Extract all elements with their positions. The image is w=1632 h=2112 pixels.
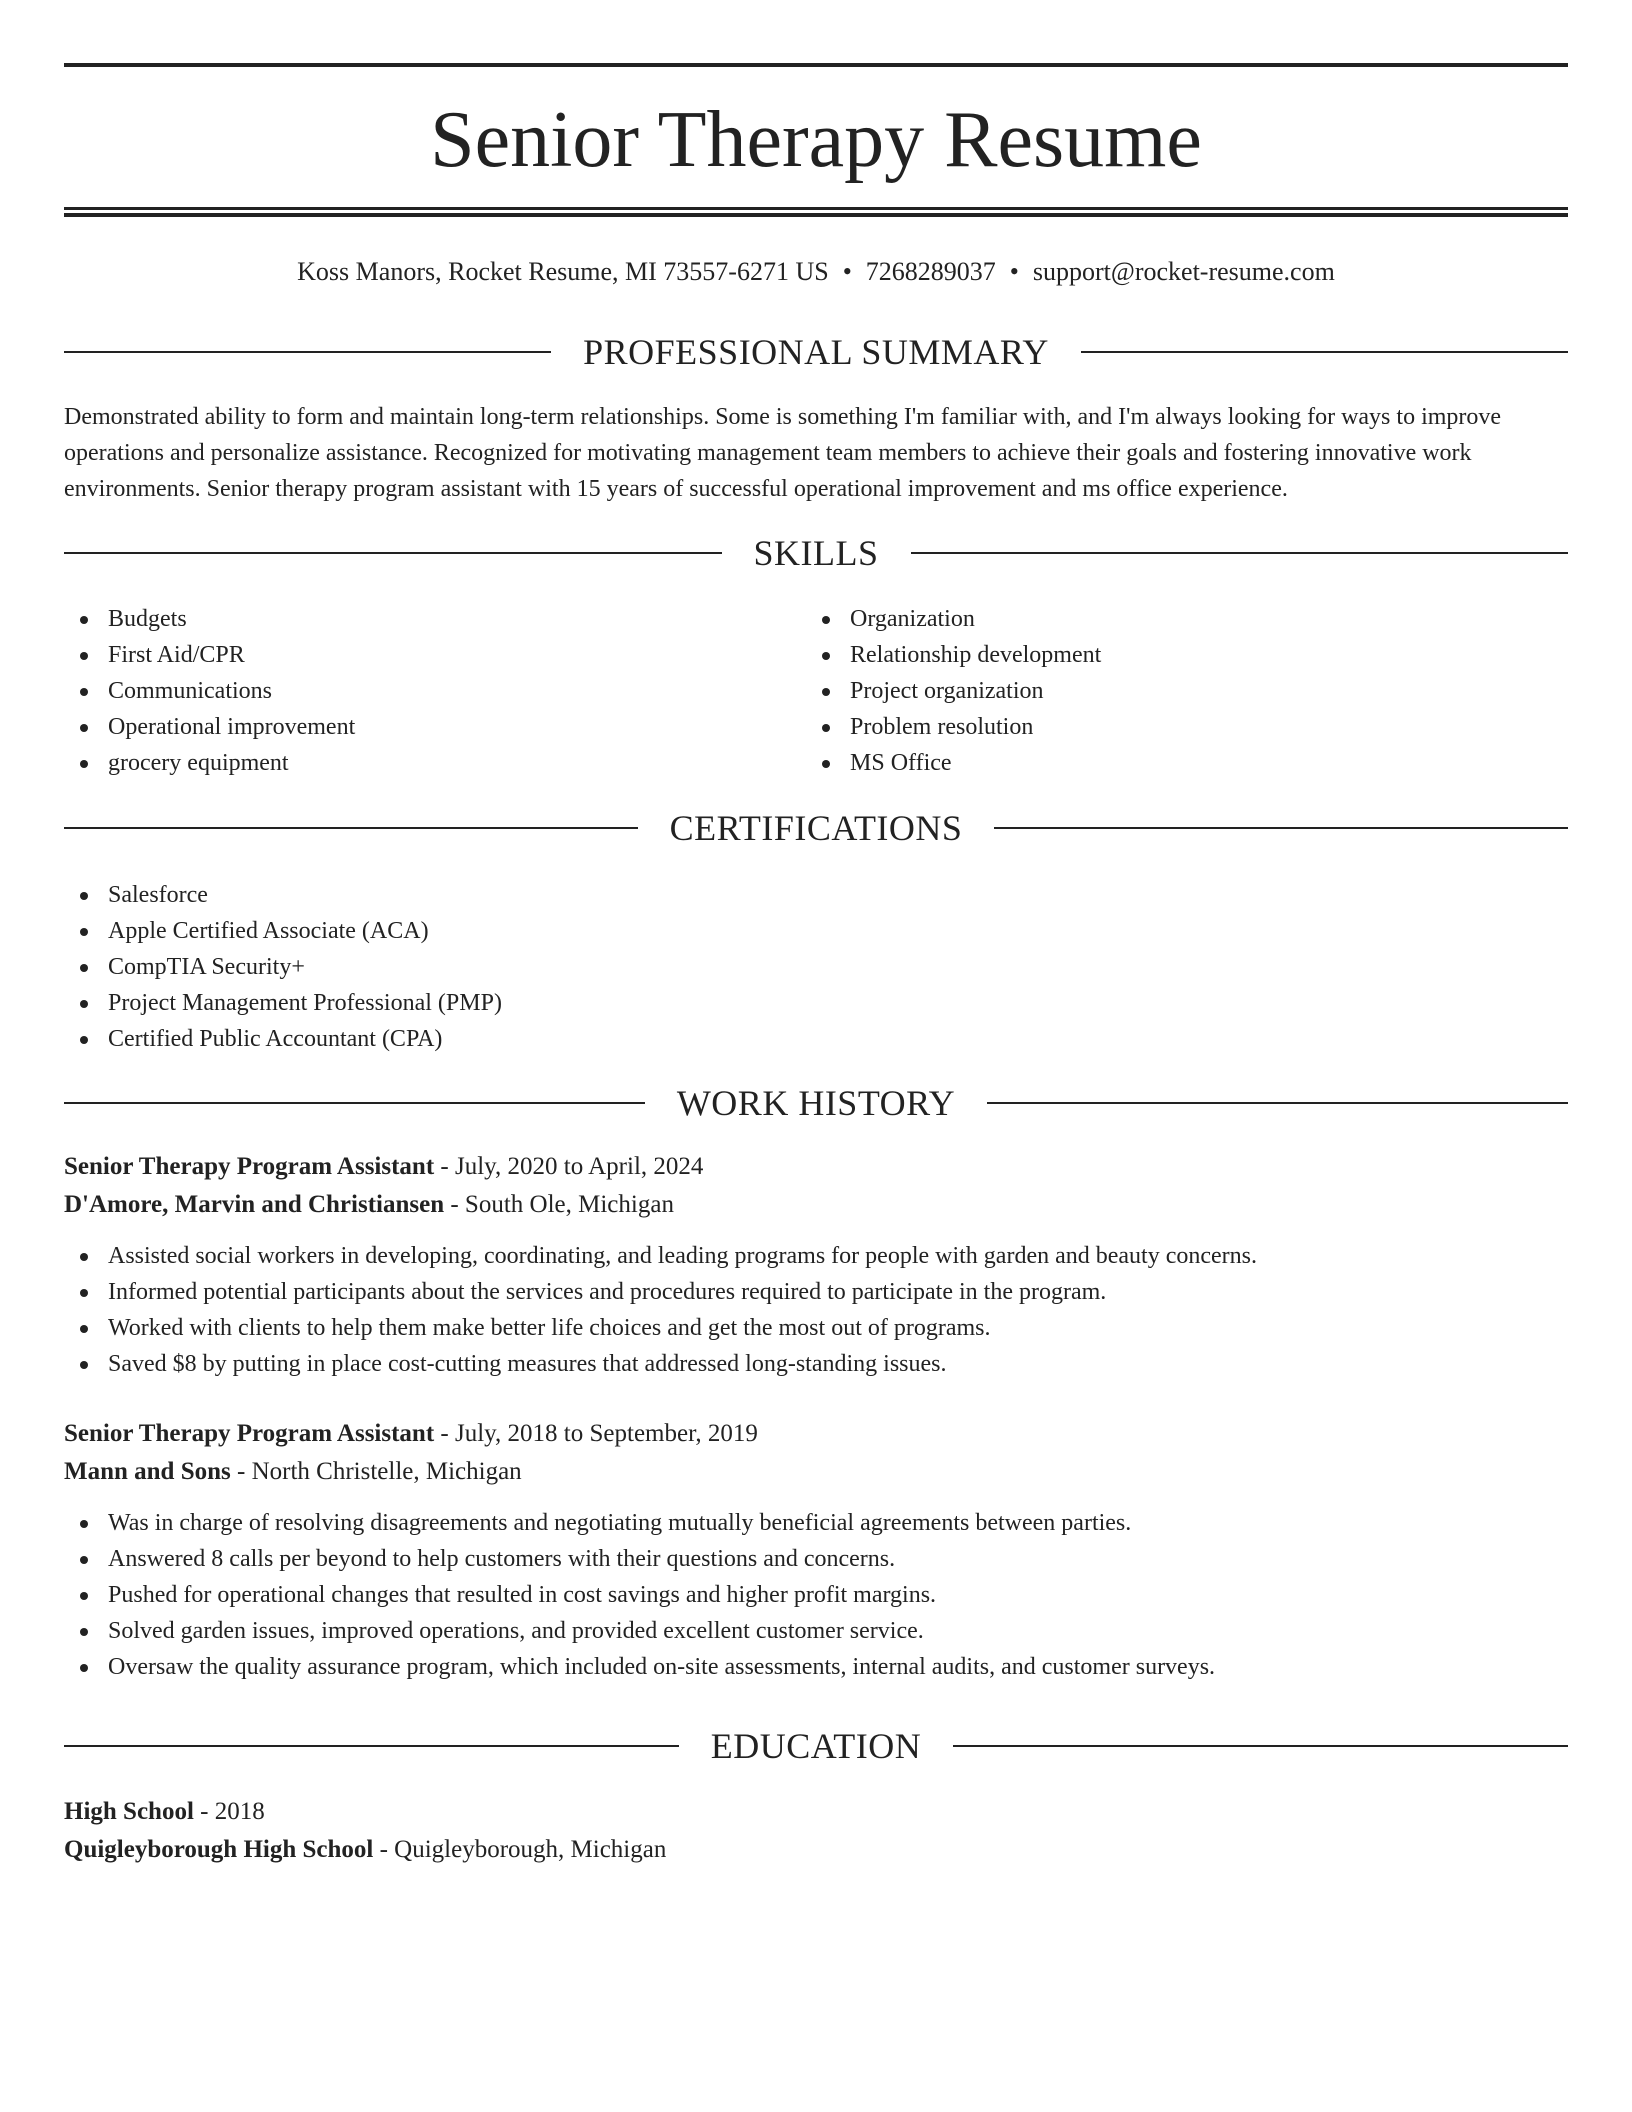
skill-item: MS Office	[806, 745, 1506, 781]
contact-separator: •	[1009, 257, 1019, 286]
section-title-summary: PROFESSIONAL SUMMARY	[583, 332, 1049, 372]
job-location: - North Christelle, Michigan	[230, 1458, 522, 1485]
divider-line	[64, 552, 722, 554]
job-company-line	[64, 1186, 1568, 1224]
certification-item: Certified Public Accountant (CPA)	[64, 1021, 964, 1057]
job-company: Mann and Sons	[64, 1458, 231, 1485]
education-school-line	[64, 1831, 1568, 1869]
education-entry	[64, 1793, 1568, 1869]
job-duty: Informed potential participants about the services and procedures required to participate in the program.	[64, 1274, 1568, 1310]
contact-separator: •	[842, 257, 852, 286]
skills-column-left	[64, 601, 764, 781]
skill-item: Problem resolution	[806, 709, 1506, 745]
job-entry	[64, 1148, 1568, 1382]
job-duty: Was in charge of resolving disagreements and negotiating mutually beneficial agreements between parties.	[64, 1505, 1568, 1541]
certifications-block	[64, 877, 964, 1057]
top-rule	[64, 63, 1568, 67]
education-degree: High School	[64, 1798, 194, 1825]
divider-line	[953, 1745, 1568, 1747]
skills-list-left	[64, 601, 764, 781]
title-double-rule	[64, 207, 1568, 217]
skill-item: Relationship development	[806, 637, 1506, 673]
skill-item: Organization	[806, 601, 1506, 637]
job-duty: Worked with clients to help them make better life choices and get the most out of programs.	[64, 1310, 1568, 1346]
education-year: - 2018	[193, 1798, 265, 1825]
certification-item: Project Management Professional (PMP)	[64, 985, 964, 1021]
section-title-work-history: WORK HISTORY	[676, 1083, 956, 1123]
job-dates: - July, 2020 to April, 2024	[434, 1153, 704, 1180]
skill-item: Budgets	[64, 601, 764, 637]
section-header-skills	[64, 531, 1568, 575]
summary-text: Demonstrated ability to form and maintain long-term relationships. Some is something I'm familiar with, and I'm always looking for ways to improve operations and personalize assistance. Recognized for motivating management team members to achieve their goals and fostering innovative work environments. Senior therapy program assistant with 15 years of successful operational improvement and ms office experience.	[64, 404, 1502, 502]
skill-item: First Aid/CPR	[64, 637, 764, 673]
skill-item: grocery equipment	[64, 745, 764, 781]
divider-line	[994, 827, 1568, 829]
divider-line	[911, 552, 1569, 554]
skill-item: Project organization	[806, 673, 1506, 709]
section-header-education	[64, 1724, 1568, 1768]
section-header-summary	[64, 330, 1568, 374]
section-header-work-history	[64, 1081, 1568, 1125]
divider-line	[64, 827, 638, 829]
job-title: Senior Therapy Program Assistant	[64, 1153, 435, 1180]
job-duty: Pushed for operational changes that resulted in cost savings and higher profit margins.	[64, 1577, 1568, 1613]
contact-line	[64, 254, 1568, 290]
divider-line	[64, 1745, 679, 1747]
section-header-certifications	[64, 806, 1568, 850]
education-degree-line	[64, 1793, 1568, 1831]
section-title-certifications: CERTIFICATIONS	[669, 808, 963, 848]
certifications-list	[64, 877, 964, 1057]
job-dates: - July, 2018 to September, 2019	[434, 1420, 758, 1447]
divider-line	[1081, 351, 1568, 353]
skills-column-right	[806, 601, 1506, 781]
job-title-line	[64, 1148, 1568, 1186]
divider-line	[64, 1102, 645, 1104]
section-title-skills: SKILLS	[753, 533, 879, 573]
job-duty: Answered 8 calls per beyond to help customers with their questions and concerns.	[64, 1541, 1568, 1577]
resume-title: Senior Therapy Resume	[430, 96, 1202, 184]
job-duty: Assisted social workers in developing, coordinating, and leading programs for people with garden and beauty concerns.	[64, 1238, 1568, 1274]
job-duties-list	[64, 1238, 1568, 1382]
job-location: - South Ole, Michigan	[444, 1191, 674, 1218]
job-duty: Solved garden issues, improved operations, and provided excellent customer service.	[64, 1613, 1568, 1649]
certification-item: Apple Certified Associate (ACA)	[64, 913, 964, 949]
job-entry	[64, 1415, 1568, 1685]
job-title: Senior Therapy Program Assistant	[64, 1420, 435, 1447]
contact-phone: 7268289037	[865, 257, 996, 286]
job-duty: Saved $8 by putting in place cost-cutting measures that addressed long-standing issues.	[64, 1346, 1568, 1382]
job-duty: Oversaw the quality assurance program, which included on-site assessments, internal audits, and customer surveys.	[64, 1649, 1568, 1685]
section-title-education: EDUCATION	[710, 1726, 922, 1766]
education-location: - Quigleyborough, Michigan	[373, 1836, 667, 1863]
contact-email: support@rocket-resume.com	[1032, 257, 1335, 286]
divider-line	[64, 351, 551, 353]
job-company: D'Amore, Marvin and Christiansen	[64, 1191, 445, 1218]
job-title-line	[64, 1415, 1568, 1453]
certification-item: Salesforce	[64, 877, 964, 913]
job-duties-list	[64, 1505, 1568, 1685]
skill-item: Operational improvement	[64, 709, 764, 745]
skill-item: Communications	[64, 673, 764, 709]
skills-list-right	[806, 601, 1506, 781]
certification-item: CompTIA Security+	[64, 949, 964, 985]
education-school: Quigleyborough High School	[64, 1836, 374, 1863]
job-company-line	[64, 1453, 1568, 1491]
divider-line	[987, 1102, 1568, 1104]
contact-address: Koss Manors, Rocket Resume, MI 73557-6271 US	[297, 257, 829, 286]
